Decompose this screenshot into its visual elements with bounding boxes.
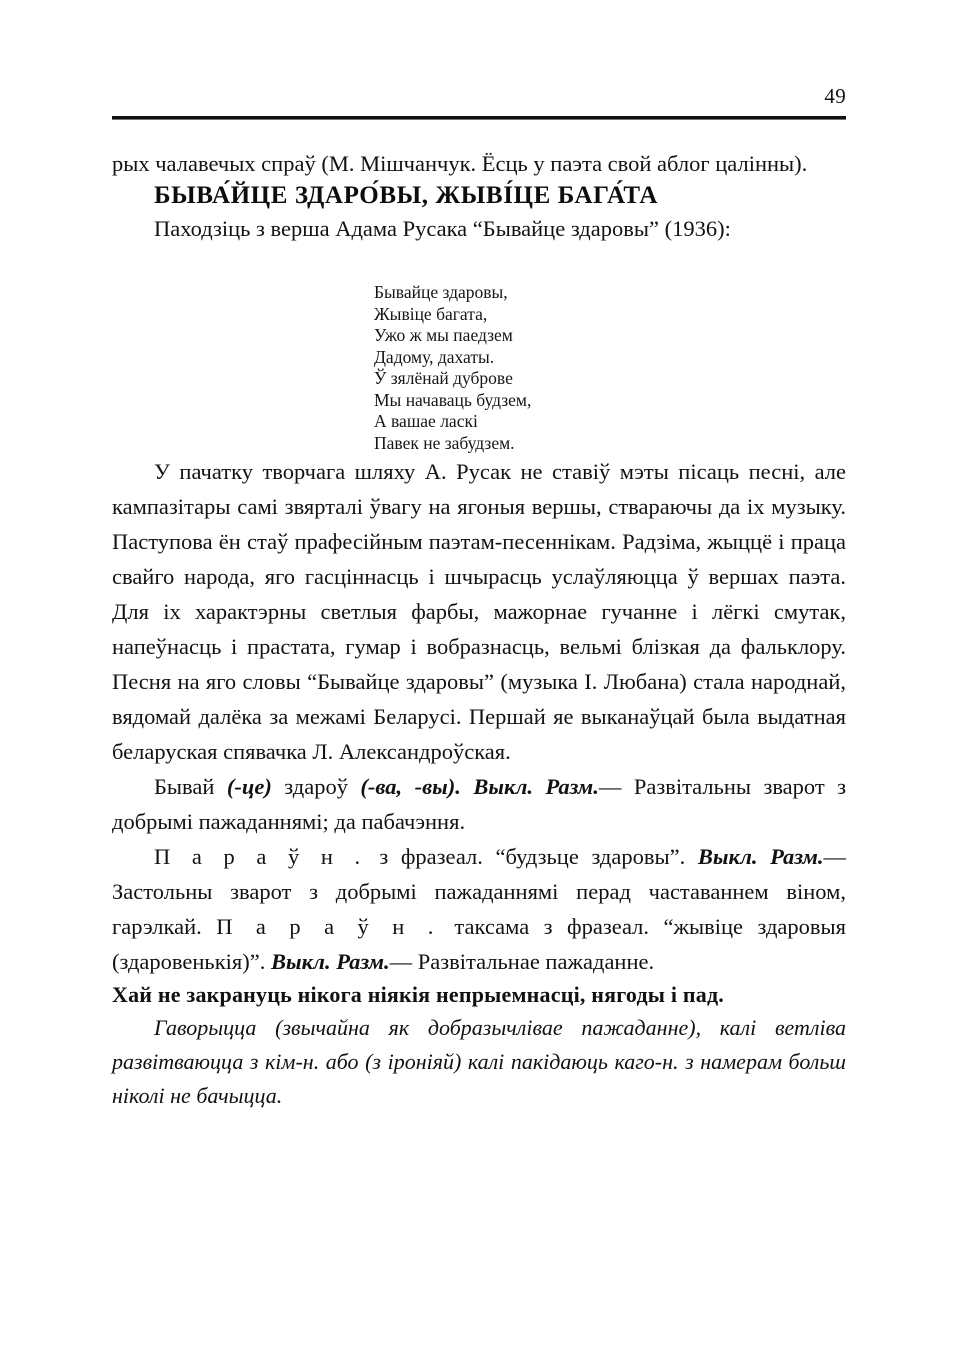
verse-line: Дадому, дахаты. xyxy=(374,346,495,367)
compare-phrase-2: “жывіце здаровыя (здаровенькія)”. xyxy=(112,914,846,974)
continued-paragraph: рых чалавечых спраў (М. Мішчанчук. Ёсць у паэта свой аблог цалінны). xyxy=(112,151,808,176)
compare-phrase: “будзьце здаровы”. xyxy=(495,844,686,869)
page-header xyxy=(112,86,846,119)
sense-dash: — xyxy=(823,844,847,869)
verse-line: Жывіце багата, xyxy=(374,303,488,324)
compare-marker: П а р а ў н . xyxy=(154,844,365,869)
sense-labels-2: Выкл. Разм. xyxy=(270,949,390,974)
sense-lemma-second: здароў xyxy=(284,774,348,799)
next-entry-gloss: Гаворыцца (звычайна як добразычлівае пажаданне), калі ветліва развітваюцца з кім-н. або (з іроніяй) калі пакідаюць каго-н. з намерам больш ніколі не бачыцца. xyxy=(112,1015,846,1108)
verse-line: Павек не забудзем. xyxy=(374,432,515,453)
verse-line: Ў зялёнай дуброве xyxy=(374,368,513,388)
sense-lemma-suffix: (-це) xyxy=(226,774,272,799)
sense-definition: Развітальны зварот з добрымі пажаданнямі; да пабачэння. xyxy=(112,774,847,834)
sense-dash-2: — xyxy=(389,949,413,974)
sense-dash: — xyxy=(598,774,622,799)
compare-lead: з фразеал. xyxy=(379,844,483,869)
sense-lemma-second-suffix: (-ва, -вы). xyxy=(360,774,461,799)
sense-definition-2: Развітальнае пажаданне. xyxy=(417,949,655,974)
compare-marker-2: П а р а ў н . xyxy=(216,914,438,939)
entry-origin-note: Паходзіць з верша Адама Русака “Бывайце здаровы” (1936): xyxy=(154,216,731,241)
sense-lemma: Бывай xyxy=(154,774,215,799)
sense-definition: Застольны зварот з добрымі пажаданнямі перад частаваннем віном, гарэлкай. xyxy=(112,879,846,939)
entry-title: БЫВА́ЙЦЕ ЗДАРО́ВЫ, ЖЫВІ́ЦЕ БАГА́ТА xyxy=(154,182,659,209)
sense-2 xyxy=(112,839,846,979)
entry-commentary: У пачатку творчага шляху А. Русак не ставіў мэты пісаць песні, але кампазітары самі звярталі ўвагу на ягоныя вершы, ствараючы да іх музыку. Паступова ён стаў прафесійным паэтам-песеннікам. Радзіма, жыццё і праца свайго народа, яго гасціннасць і шчырасць услаўляюцца ў вершах паэта. Для іх характэрны светлыя фарбы, мажорнае гучанне і лёгкі смутак, напеўнасць і прастата, гумар і вобразнасць, вельмі блізкая да фальклору. Песня на яго словы “Бывайце здаровы” (музыка І. Любана) стала народнай, вядомай далёка за межамі Беларусі. Першай яе выканаўцай была выдатная беларуская спявачка Л. Александроўская. xyxy=(112,459,846,764)
verse-line: Ужо ж мы паедзем xyxy=(374,325,513,345)
sense-1 xyxy=(112,769,846,839)
verse-line: Мы начаваць будзем, xyxy=(374,389,532,410)
verse-quotation xyxy=(112,282,846,454)
text-column xyxy=(112,146,846,1113)
verse-line: А вашае ласкі xyxy=(374,411,478,431)
next-entry-headword: Хай не закрануць нікога ніякія непрыемнасці, нягоды і пад. xyxy=(112,982,725,1007)
page-number: 49 xyxy=(824,84,846,108)
sense-labels: Выкл. Разм. xyxy=(697,844,824,869)
verse-line: Бывайце здаровы, xyxy=(374,282,508,302)
sense-labels: Выкл. Разм. xyxy=(473,774,599,799)
compare-lead-2: таксама з фразеал. xyxy=(454,914,649,939)
header-rule xyxy=(112,116,846,119)
